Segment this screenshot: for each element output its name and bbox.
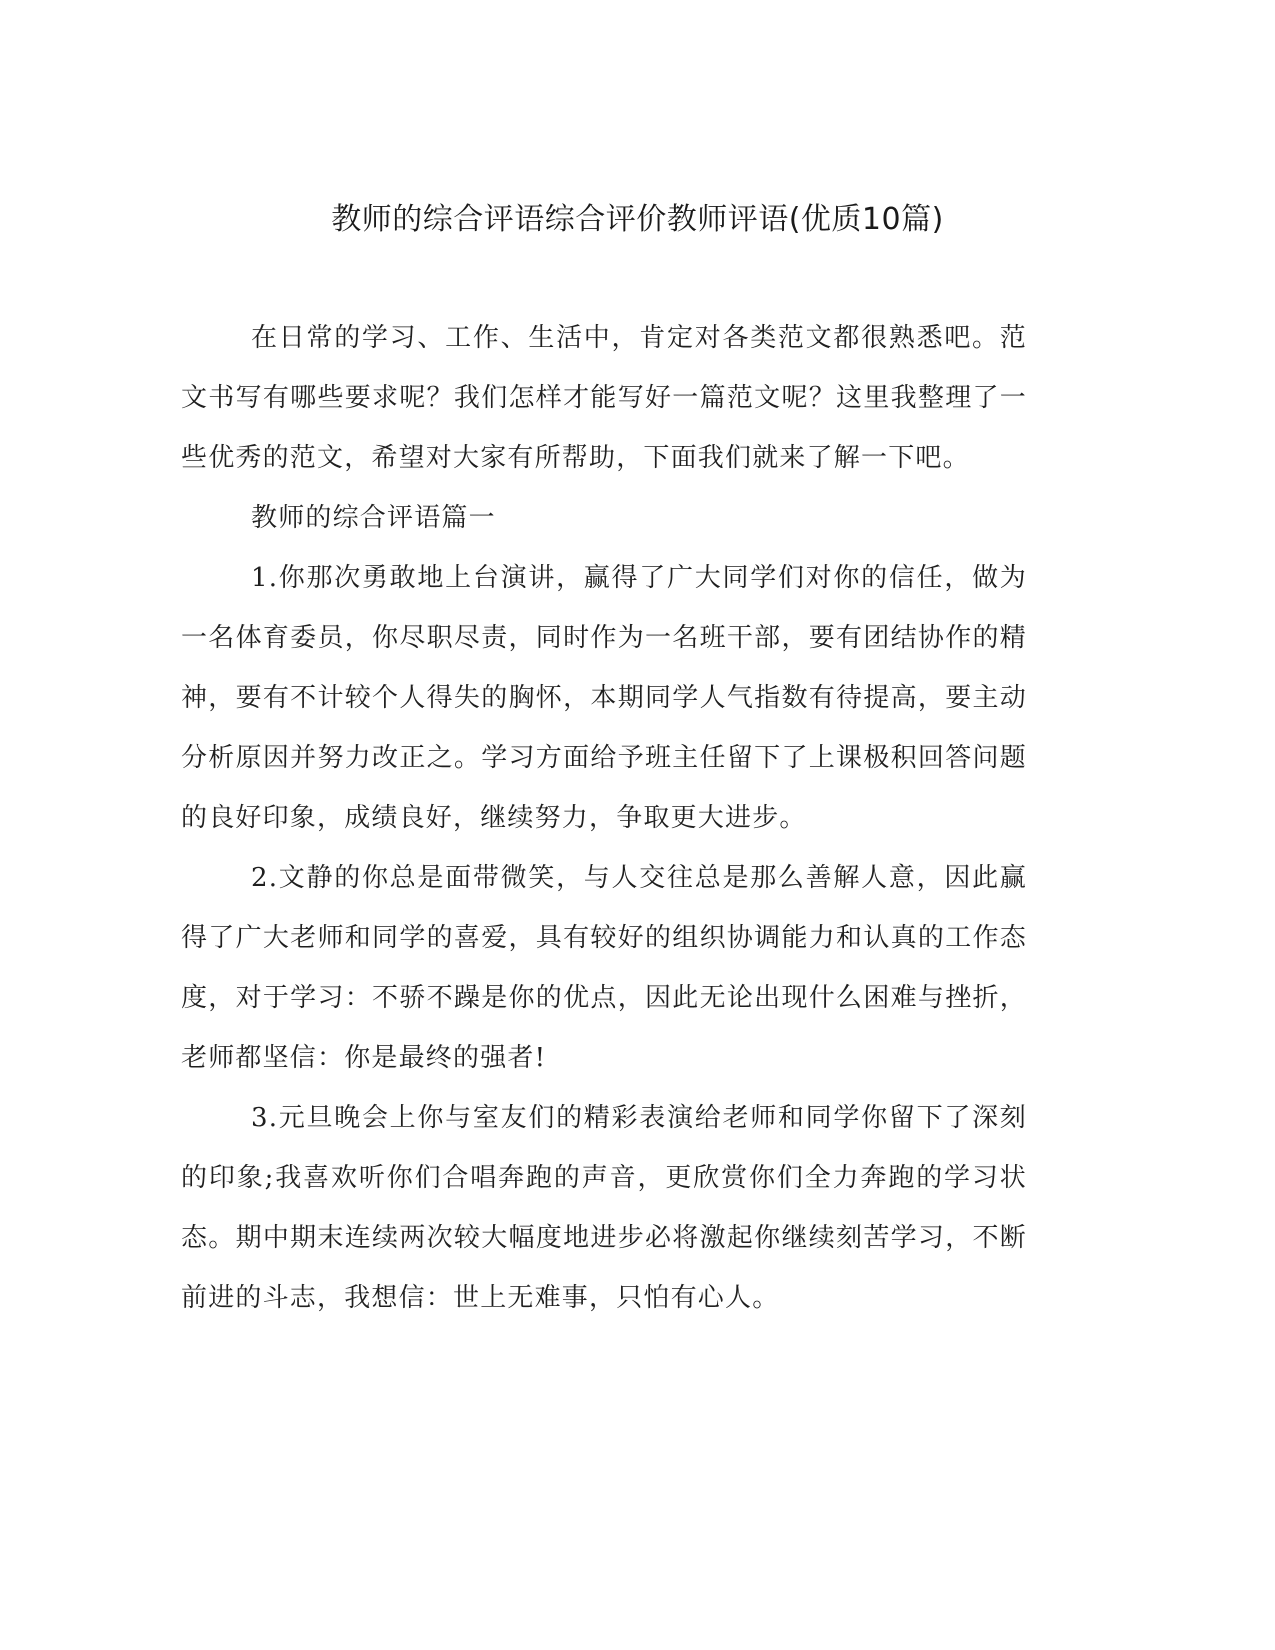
comment-paragraph-1: 1.你那次勇敢地上台演讲，赢得了广大同学们对你的信任，做为一名体育委员，你尽职尽责，同时作为一名班干部，要有团结协作的精神，要有不计较个人得失的胸怀，本期同学人气指数有待提高，要主动分析原因并努力改正之。学习方面给予班主任留下了上课极积回答问题的良好印象，成绩良好，继续努力，争取更大进步。	[181, 563, 1027, 833]
section-heading: 教师的综合评语篇一	[251, 503, 496, 533]
document-title: 教师的综合评语综合评价教师评语(优质10篇)	[331, 202, 944, 237]
comment-paragraph-2: 2.文静的你总是面带微笑，与人交往总是那么善解人意，因此赢得了广大老师和同学的喜爱，具有较好的组织协调能力和认真的工作态度，对于学习：不骄不躁是你的优点，因此无论出现什么困难与挫折，老师都坚信：你是最终的强者!	[181, 863, 1027, 1073]
intro-paragraph: 在日常的学习、工作、生活中，肯定对各类范文都很熟悉吧。范文书写有哪些要求呢？我们怎样才能写好一篇范文呢？这里我整理了一些优秀的范文，希望对大家有所帮助，下面我们就来了解一下吧。	[181, 323, 1027, 473]
document-body	[181, 308, 1027, 1328]
comment-paragraph-3: 3.元旦晚会上你与室友们的精彩表演给老师和同学你留下了深刻的印象;我喜欢听你们合唱奔跑的声音，更欣赏你们全力奔跑的学习状态。期中期末连续两次较大幅度地进步必将激起你继续刻苦学习，不断前进的斗志，我想信：世上无难事，只怕有心人。	[181, 1103, 1027, 1313]
